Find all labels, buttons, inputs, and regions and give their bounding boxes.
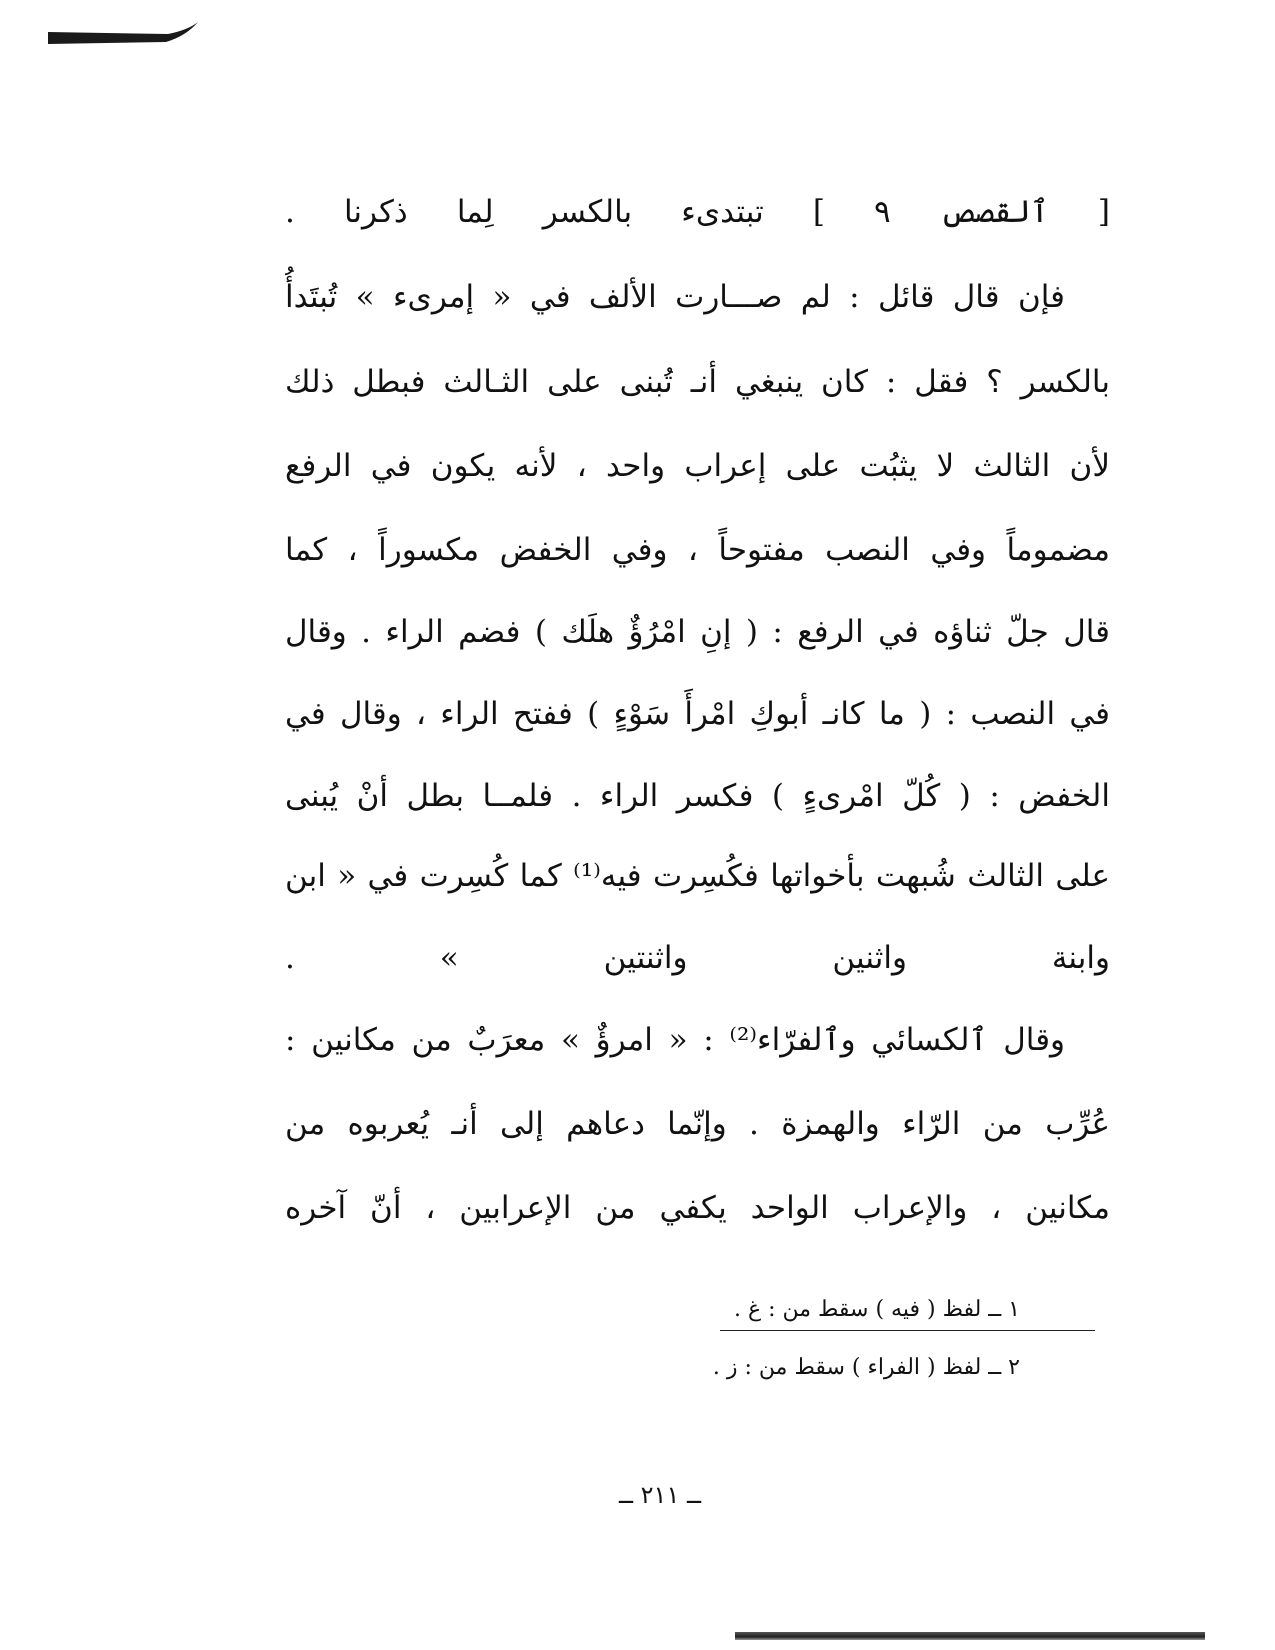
footnote-2: ٢ ــ لفظ ( الفراء ) سقط من : ز . [712,1355,1020,1380]
scan-artifact-mark [48,22,198,46]
footnote-separator [720,1330,1095,1331]
text-line-8: الخفض : ( كُلّ امْرىءٍ ) فكسر الراء . فلمــا بطل أنْ يُبنى [285,778,1110,814]
text-line-11: وقال ٱلكسائي وٱلفرّاء⁽²⁾ : « امرؤٌ » معرَبٌ من مكانين : [285,1022,1065,1058]
scan-artifact-bar [735,1632,1205,1640]
text-line-2: فإن قال قائل : لم صـــارت الألف في « إمرىء » تُبتَدأُ [285,279,1065,315]
text-line-13: مكانين ، والإعراب الواحد يكفي من الإعرابين ، أنّ آخره [285,1190,1110,1226]
text-line-6: قال جلّ ثناؤه في الرفع : ( إنِ امْرُؤٌ هلَك ) فضم الراء . وقال [285,614,1110,650]
text-line-9: على الثالث شُبهت بأخواتها فكُسِرت فيه⁽¹⁾ كما كُسِرت في « ابن [285,858,1110,894]
text-line-1: [ ٱلقصص ٩ ] تبتدىء بالكسر لِما ذكرنا . [285,194,1110,230]
text-line-12: عُرِّب من الرّاء والهمزة . وإنّما دعاهم إلى أنـ يُعربوه من [285,1106,1110,1142]
page-number: ــ ٢١١ ــ [618,1481,702,1509]
text-line-10: وابنة واثنين واثنتين » . [285,940,1110,976]
text-line-3: بالكسر ؟ فقل : كان ينبغي أنـ تُبنى على الثـالث فبطل ذلك [285,364,1110,400]
text-line-4: لأن الثالث لا يثبُت على إعراب واحد ، لأنه يكون في الرفع [285,448,1110,484]
text-line-5: مضموماً وفي النصب مفتوحاً ، وفي الخفض مكسوراً ، كما [285,532,1110,568]
footnote-1: ١ ــ لفظ ( فيه ) سقط من : غ . [734,1297,1020,1322]
text-line-7: في النصب : ( ما كانـ أبوكِ امْرأَ سَوْءٍ ) ففتح الراء ، وقال في [285,696,1110,732]
